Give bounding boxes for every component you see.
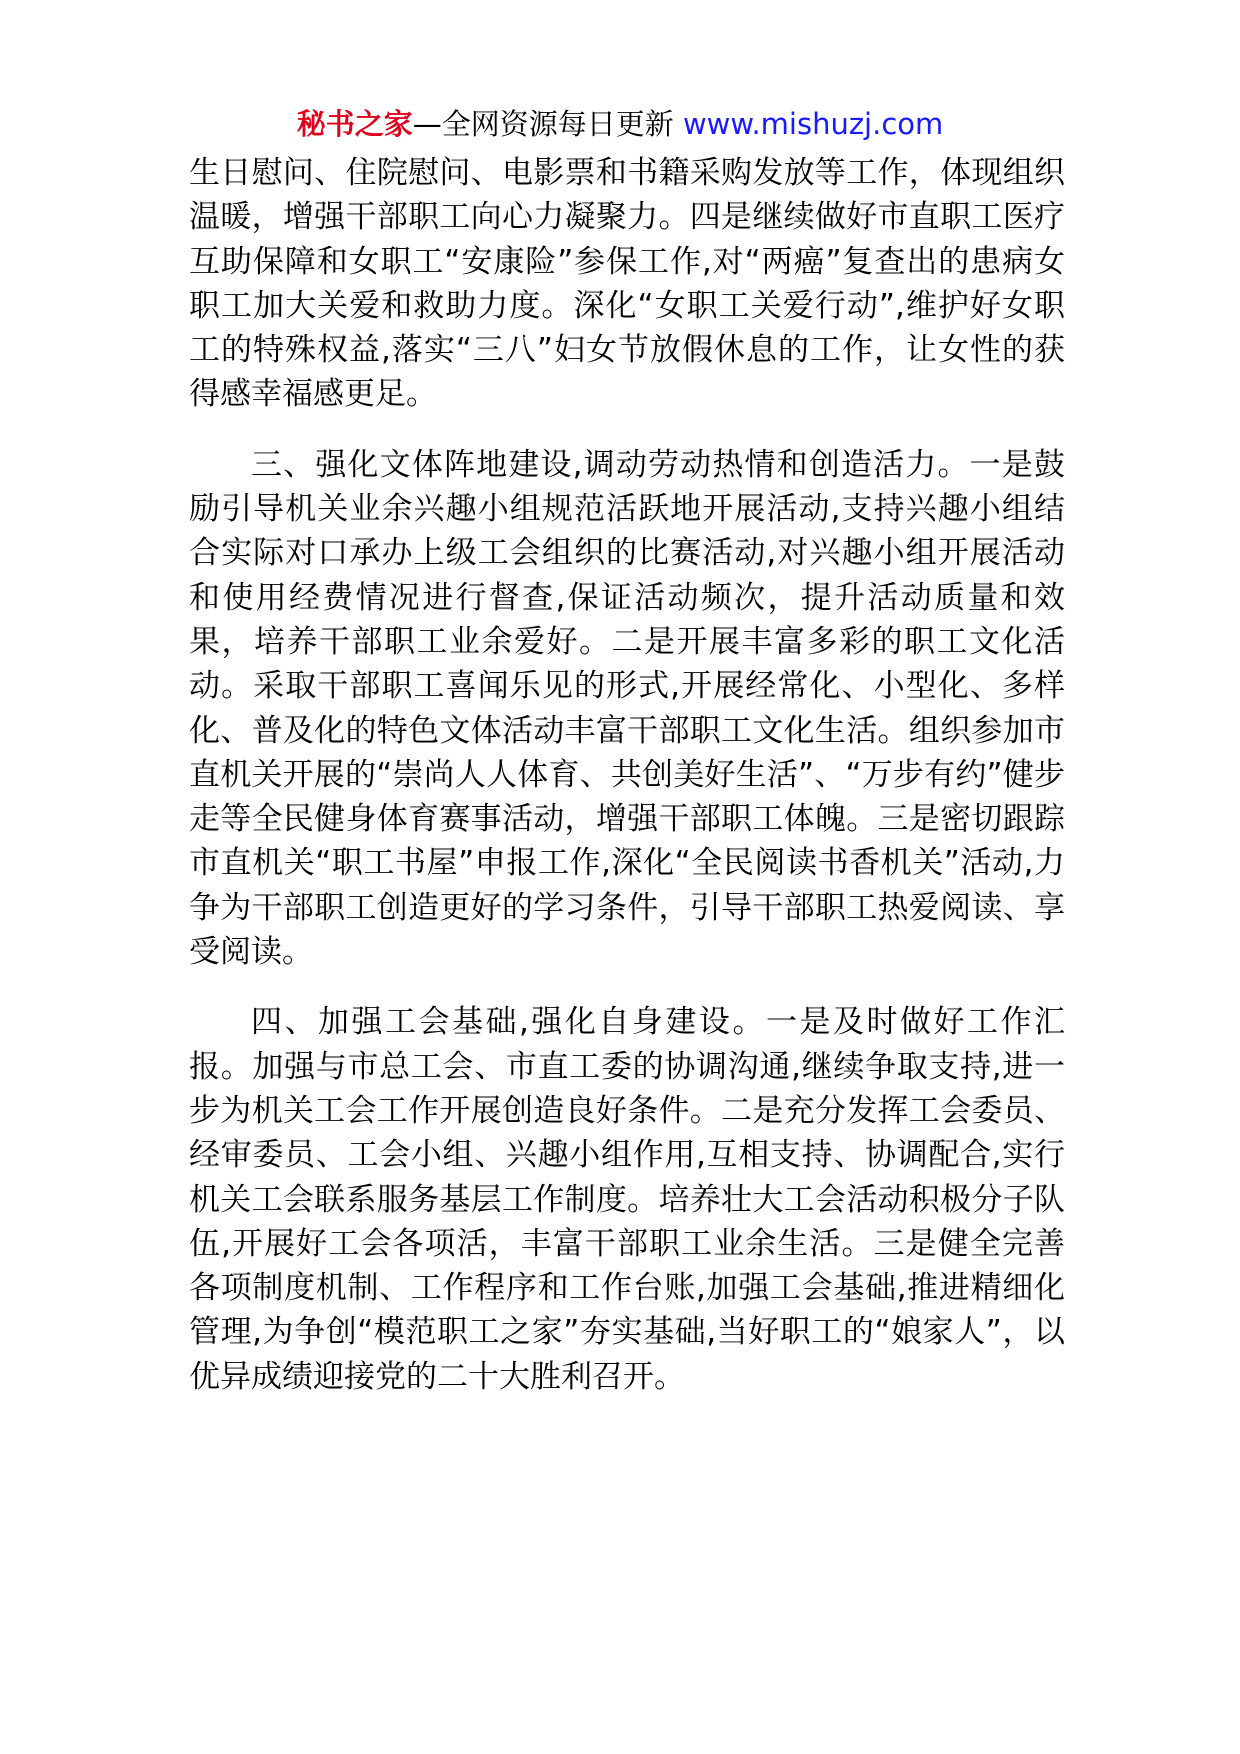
paragraph-section-3: 三、强化文体阵地建设,调动劳动热情和创造活力。一是鼓励引导机关业余兴趣小组规范活跃地开展活动,支持兴趣小组结合实际对口承办上级工会组织的比赛活动,对兴趣小组开展活动和使用经费情况进行督查,保证活动频次，提升活动质量和效果，培养干部职工业余爱好。二是开展丰富多彩的职工文化活动。采取干部职工喜闻乐见的形式,开展经常化、小型化、多样化、普及化的特色文体活动丰富干部职工文化生活。组织参加市直机关开展的“崇尚人人体育、共创美好生活”、“万步有约”健步走等全民健身体育赛事活动，增强干部职工体魄。三是密切跟踪市直机关“职工书屋”申报工作,深化“全民阅读书香机关”活动,力争为干部职工创造更好的学习条件，引导干部职工热爱阅读、享受阅读。 [189,446,1065,971]
brand-name: 秘书之家 [296,107,413,141]
header-slogan: —全网资源每日更新 [412,107,674,141]
document-body [189,151,1065,1399]
paragraph-section-4: 四、加强工会基础,强化自身建设。一是及时做好工作汇报。加强与市总工会、市直工委的协调沟通,继续争取支持,进一步为机关工会工作开展创造良好条件。二是充分发挥工会委员、经审委员、工会小组、兴趣小组作用,互相支持、协调配合,实行机关工会联系服务基层工作制度。培养壮大工会活动积极分子队伍,开展好工会各项活，丰富干部职工业余生活。三是健全完善各项制度机制、工作程序和工作台账,加强工会基础,推进精细化管理,为争创“模范职工之家”夯实基础,当好职工的“娘家人”，以优异成绩迎接党的二十大胜利召开。 [189,1004,1065,1395]
paragraph-continued: 生日慰问、住院慰问、电影票和书籍采购发放等工作，体现组织温暖，增强干部职工向心力凝聚力。四是继续做好市直职工医疗互助保障和女职工“安康险”参保工作,对“两癌”复查出的患病女职工加大关爱和救助力度。深化“女职工关爱行动”,维护好女职工的特殊权益,落实“三八”妇女节放假休息的工作，让女性的获得感幸福感更足。 [189,155,1065,413]
header-url-link[interactable]: www.mishuzj.com [682,107,944,141]
page-header [0,104,1240,144]
